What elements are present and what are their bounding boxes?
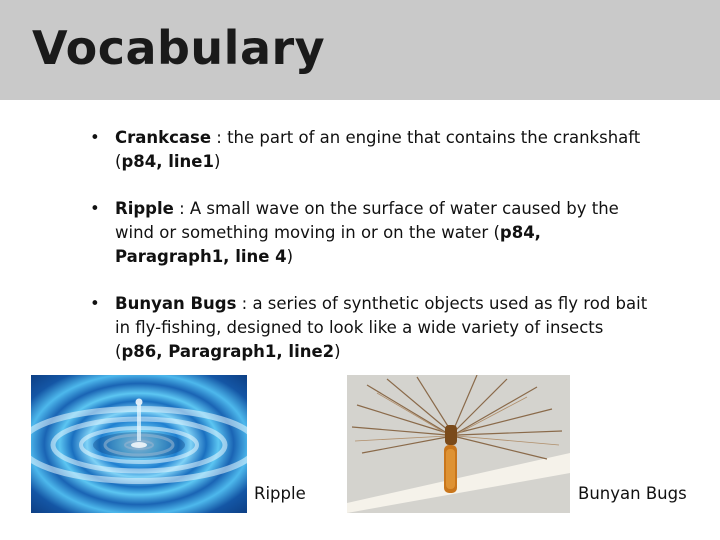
term: Bunyan Bugs [115,294,237,313]
bullet: • [90,294,100,313]
vocabulary-item-bunyan-bugs [90,292,650,364]
bunyan-bugs-caption: Bunyan Bugs [578,484,687,503]
bullet: • [90,199,100,218]
vocabulary-item-crankcase [90,126,650,174]
definition: : the part of an engine that contains the crankshaft ( [115,128,641,171]
page-reference: p84, Paragraph1, line 4 [115,223,541,266]
title-bar [0,0,720,100]
page-reference: p84, line1 [121,152,214,171]
bullet: • [90,128,100,147]
slide-title: Vocabulary [32,21,326,75]
page-reference: p86, Paragraph1, line2 [121,342,335,361]
definition: : a series of synthetic objects used as fly rod bait in fly-fishing, designed to look like a wide variety of insects ( [115,294,648,361]
bunyan-bugs-image [347,375,570,513]
closing-paren: ) [213,152,221,171]
ripple-image [31,375,247,513]
vocabulary-list [90,126,650,387]
closing-paren: ) [286,247,294,266]
ripple-caption: Ripple [254,484,306,503]
term: Crankcase [115,128,212,147]
fly-lure-illustration [347,375,570,513]
vocabulary-item-ripple [90,197,650,269]
closing-paren: ) [334,342,341,361]
term: Ripple [115,199,174,218]
definition: : A small wave on the surface of water caused by the wind or something moving in or on the water ( [115,199,619,242]
water-ripple-illustration [31,375,247,513]
